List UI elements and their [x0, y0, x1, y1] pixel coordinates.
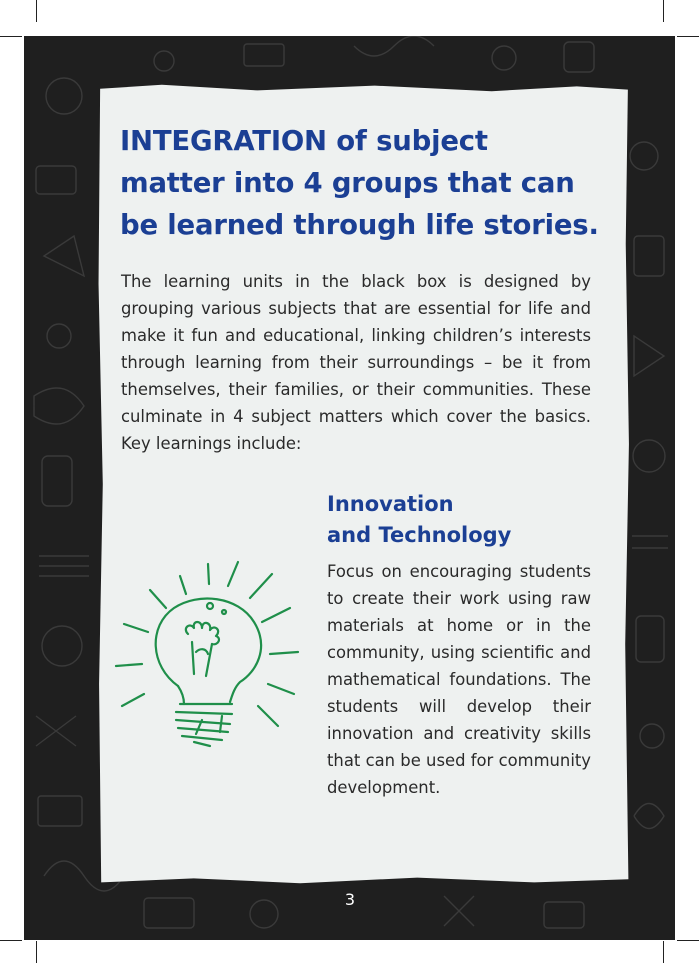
crop-mark	[663, 0, 664, 22]
section-body: Focus on encouraging students to create their work using raw materials at home or in the community, using scientific and mathematical foundations. The students will develop their innovation and creativity skills that can be used for community development.	[327, 562, 591, 797]
crop-mark	[0, 940, 22, 941]
crop-mark	[677, 940, 699, 941]
intro-paragraph: The learning units in the black box is designed by grouping various subjects that are essential for life and make it fun and educational, linking children’s interests through learning from their surroundings – be it from themselves, their families, or their communities. These culminate in 4 subject matters which cover the basics. Key learnings include:	[121, 272, 591, 453]
page-title: INTEGRATION of subject matter into 4 groups that can be learned through life stories.	[120, 125, 599, 241]
section-heading	[327, 489, 587, 551]
crop-mark	[36, 0, 37, 22]
crop-mark	[0, 36, 22, 37]
section-heading-line2: and Technology	[327, 523, 512, 547]
crop-mark	[36, 941, 37, 963]
section-heading-line1: Innovation	[327, 492, 454, 516]
light-bulb-icon	[110, 556, 310, 756]
page-number: 3	[344, 890, 356, 909]
crop-mark	[677, 36, 699, 37]
crop-mark	[663, 941, 664, 963]
